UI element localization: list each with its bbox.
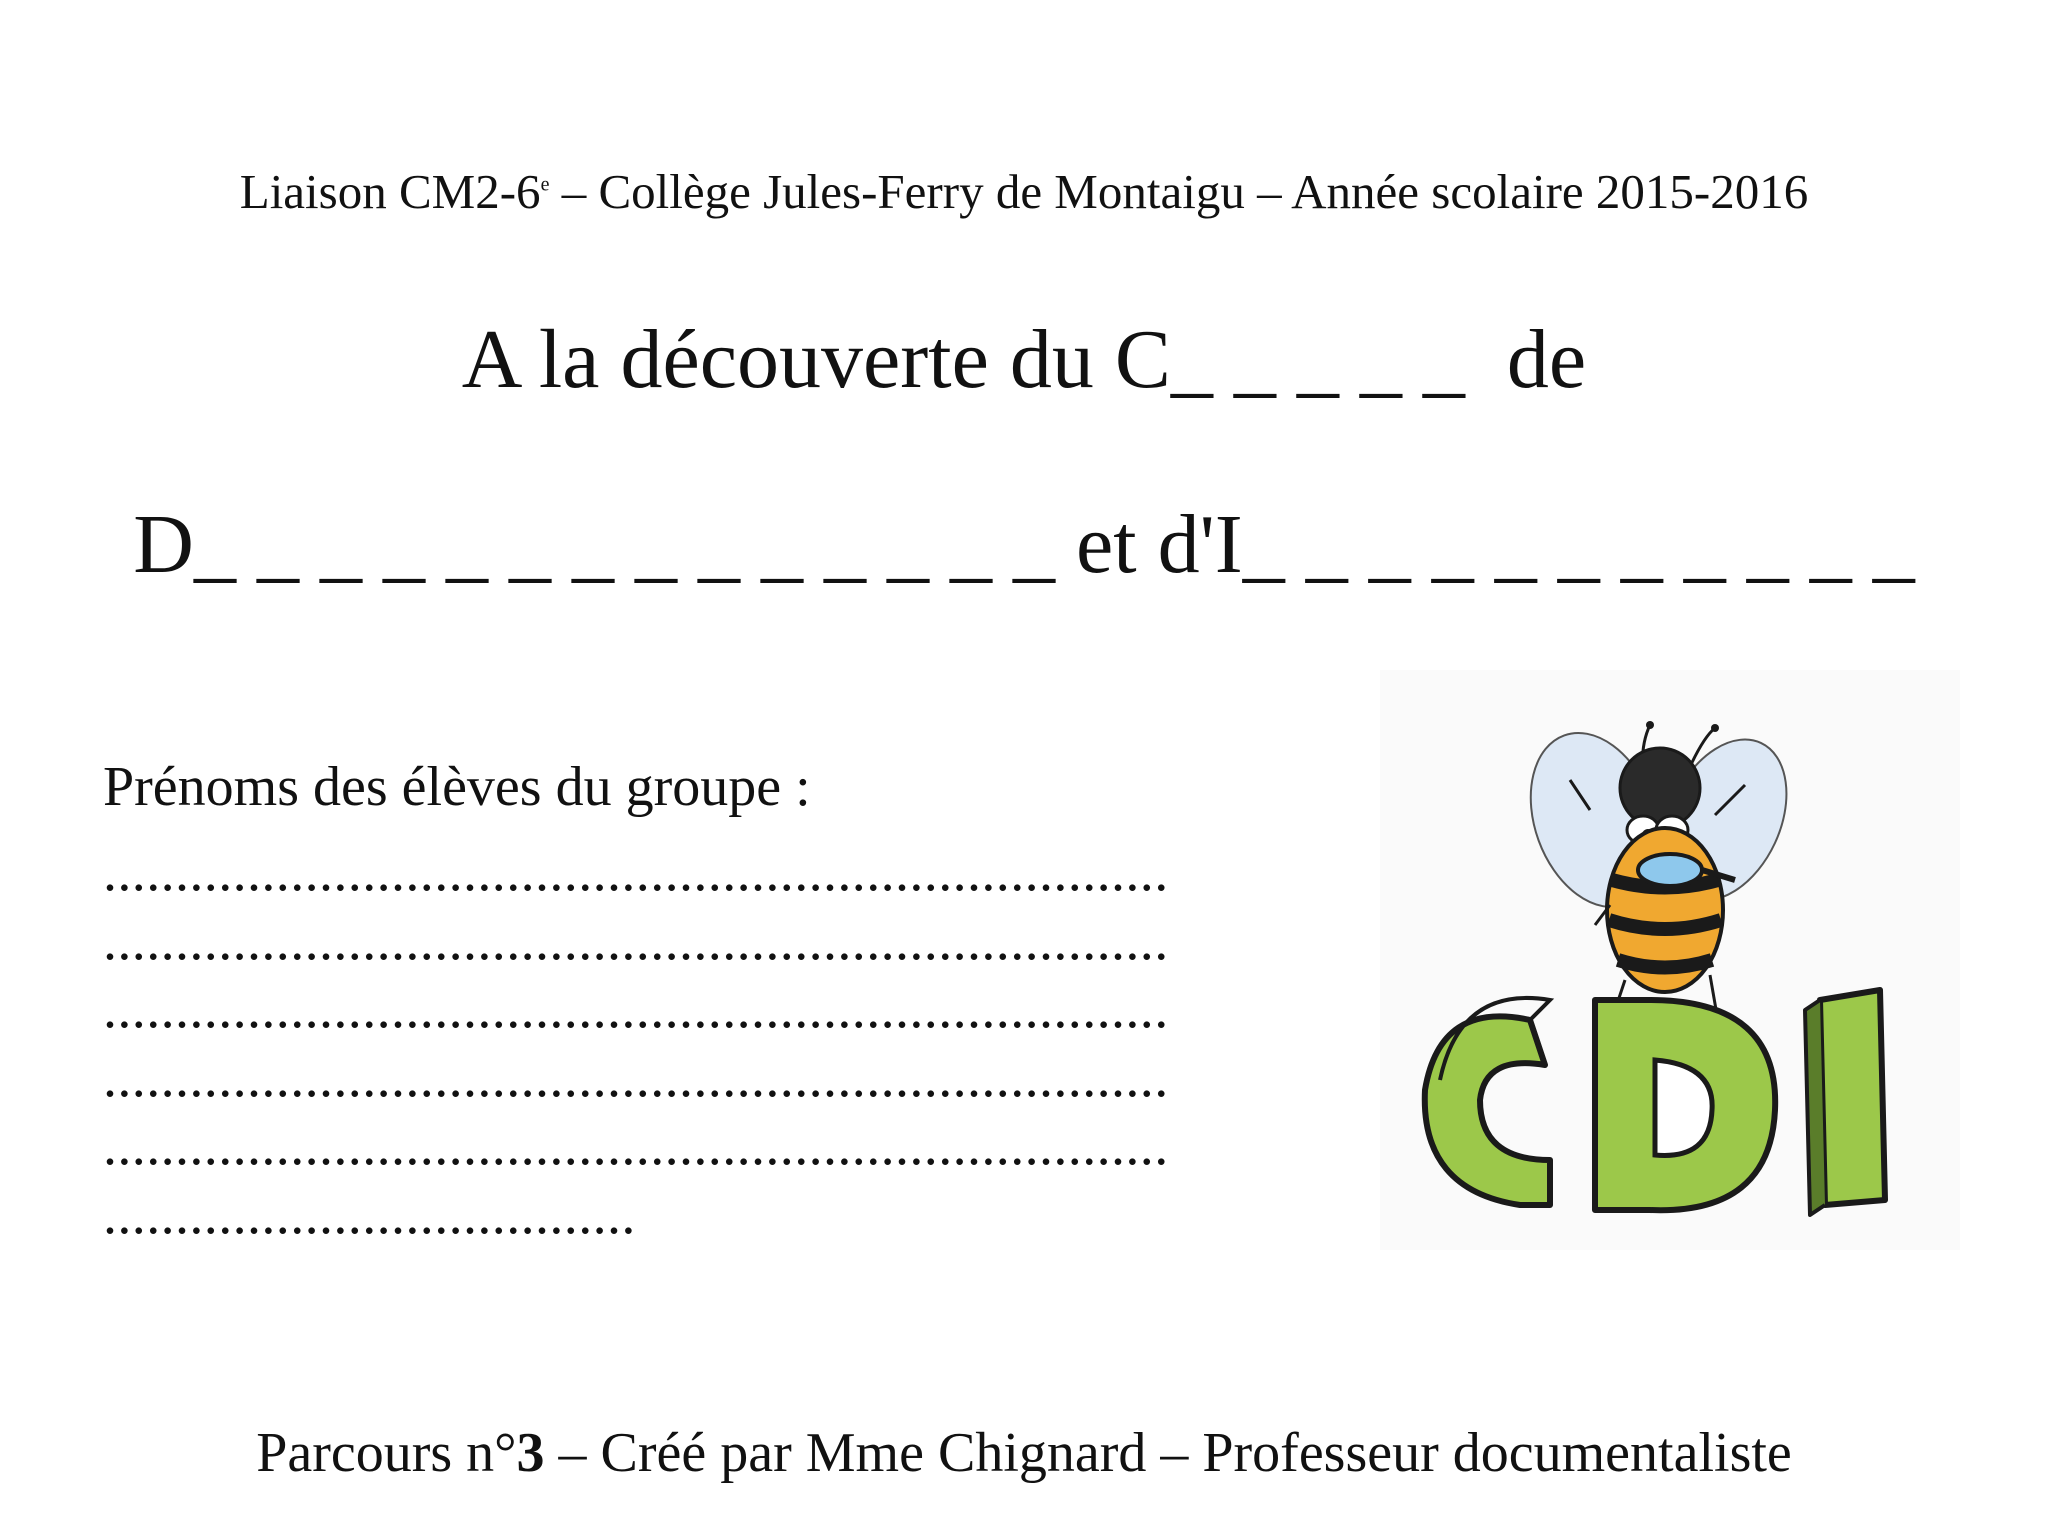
footer-number: 3 [516, 1422, 545, 1484]
dotted-line[interactable]: .......................................................................... [103, 841, 1169, 903]
footer-suffix: – Créé par Mme Chignard – Professeur documentaliste [544, 1422, 1792, 1484]
header-line [0, 162, 2048, 222]
header-superscript: e [540, 173, 550, 196]
bee-with-magnifying-glass-icon [1380, 670, 1960, 1250]
names-dotted-lines [103, 838, 1383, 1249]
title-line-2: D_ _ _ _ _ _ _ _ _ _ _ _ _ _ et d'I_ _ _ _ _ _ _ _ _ _ _ [133, 498, 1915, 591]
footer-prefix: Parcours n° [256, 1422, 517, 1484]
dotted-line[interactable]: .......................................................................... [103, 1115, 1169, 1177]
dotted-line[interactable]: .......................................................................... [103, 978, 1169, 1040]
cdi-logo [1380, 670, 1960, 1250]
footer-line [0, 1418, 2048, 1488]
header-part1: Liaison CM2-6 [239, 164, 541, 219]
dotted-line[interactable]: .......................................................................... [103, 909, 1169, 972]
header-part2: – Collège Jules-Ferry de Montaigu – Année scolaire 2015-2016 [549, 164, 1809, 219]
dotted-line[interactable]: .......................................................................... [103, 1046, 1169, 1109]
dotted-line[interactable]: ..................................... [103, 1183, 636, 1246]
title-line-1: A la découverte du C_ _ _ _ _ de [461, 313, 1587, 406]
group-names-label: Prénoms des élèves du groupe : [103, 756, 811, 818]
